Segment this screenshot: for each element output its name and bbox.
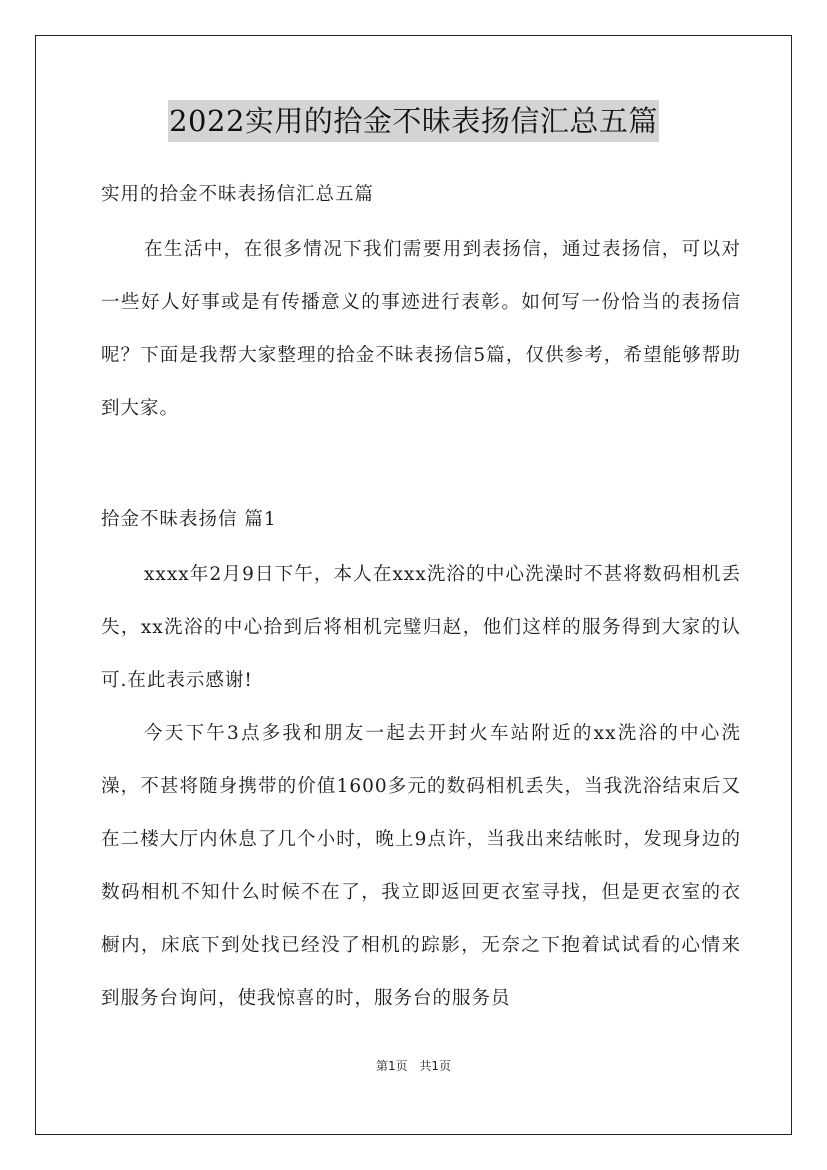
- section-paragraph-2: 今天下午3点多我和朋友一起去开封火车站附近的xx洗浴的中心洗澡，不甚将随身携带的价值1600多元的数码相机丢失，当我洗浴结束后又在二楼大厅内休息了几个小时，晚上9点许，当我出来结帐时，发现身边的数码相机不知什么时候不在了，我立即返回更衣室寻找，但是更衣室的衣橱内，床底下到处找已经没了相机的踪影，无奈之下抱着试试看的心情来到服务台询问，使我惊喜的时，服务台的服务员: [101, 723, 741, 1009]
- page-number: 第1页: [375, 1059, 408, 1073]
- section-paragraph-1: xxxx年2月9日下午，本人在xxx洗浴的中心洗澡时不甚将数码相机丢失，xx洗浴的中心拾到后将相机完璧归赵，他们这样的服务得到大家的认可.在此表示感谢!: [101, 564, 741, 691]
- page-footer: [0, 1057, 827, 1074]
- title-container: [0, 100, 827, 142]
- document-title: 2022实用的拾金不昧表扬信汇总五篇: [168, 100, 659, 142]
- section-heading: 拾金不昧表扬信 篇1: [101, 509, 277, 530]
- document-subtitle: 实用的拾金不昧表扬信汇总五篇: [101, 184, 375, 205]
- section-body: [101, 548, 741, 1025]
- intro-paragraph: 在生活中，在很多情况下我们需要用到表扬信，通过表扬信，可以对一些好人好事或是有传播意义的事迹进行表彰。如何写一份恰当的表扬信呢？下面是我帮大家整理的拾金不昧表扬信5篇，仅供参考，希望能够帮助到大家。: [101, 239, 741, 419]
- page-total: 共1页: [419, 1059, 452, 1073]
